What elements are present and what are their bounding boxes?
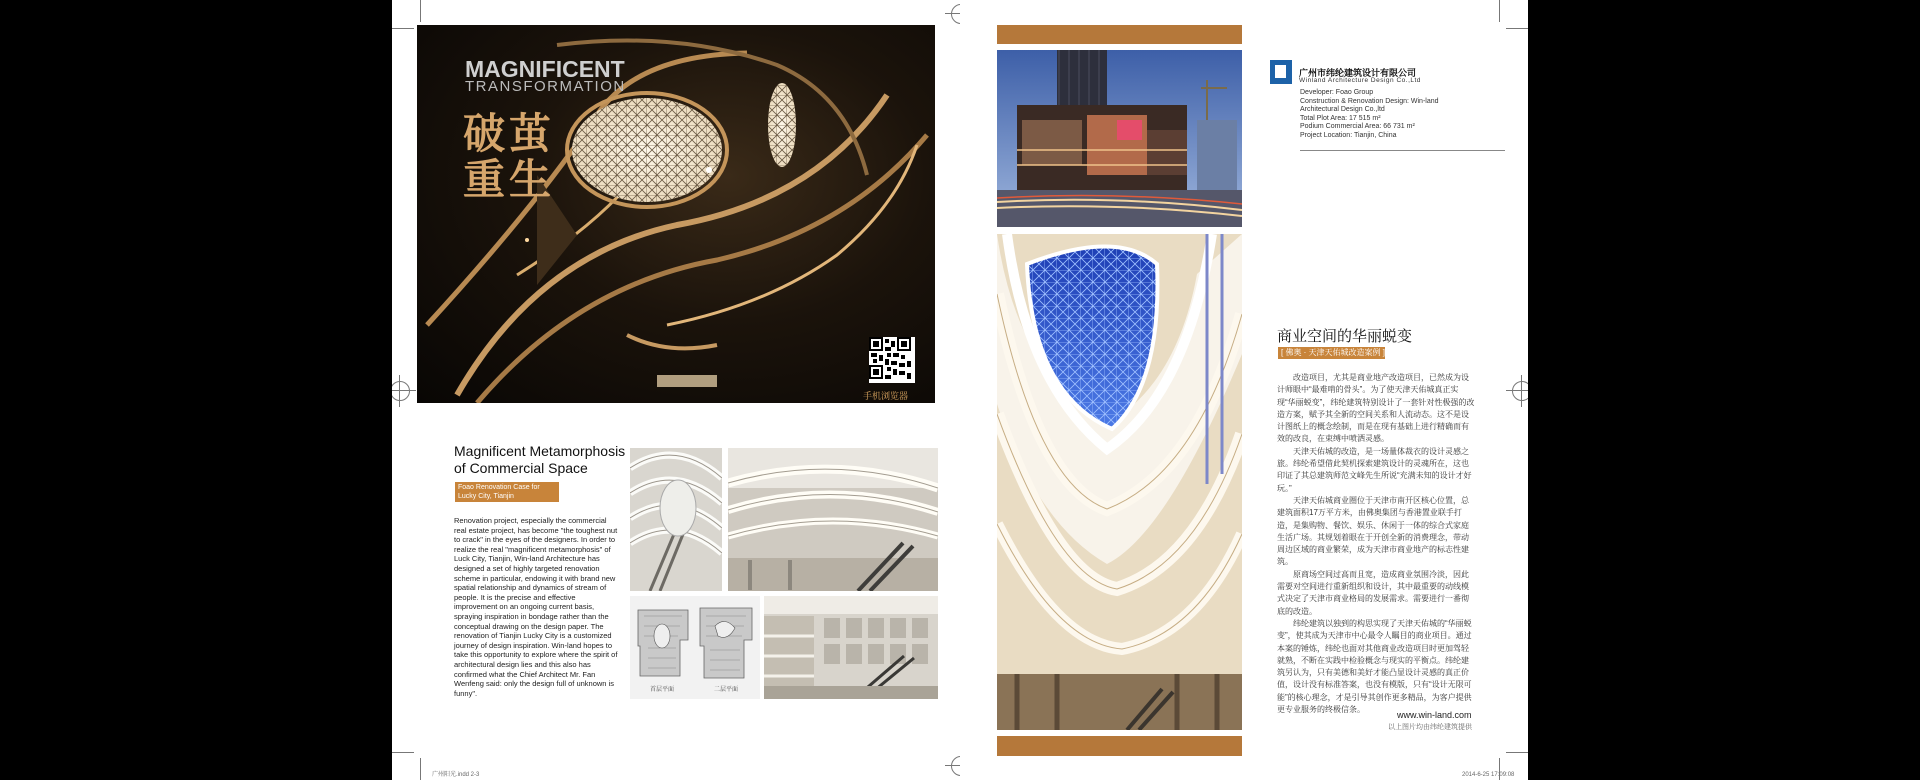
page-footer-right: 2014-6-25 17:09:08 bbox=[1462, 772, 1515, 778]
hero-title-cn-line2: 重生 bbox=[463, 155, 556, 204]
photo-skylight-atrium bbox=[997, 234, 1242, 730]
fact-design: Construction & Renovation Design: Win-land bbox=[1300, 97, 1439, 105]
top-color-bar bbox=[997, 25, 1242, 44]
crop-mark bbox=[420, 758, 421, 780]
fact-podium-area: Podium Commercial Area: 66 731 m² bbox=[1300, 123, 1415, 130]
photo-floor-plans bbox=[630, 596, 760, 699]
hero-title-en-line1: MAGNIFICENT bbox=[465, 56, 625, 82]
article-badge-en bbox=[455, 482, 559, 502]
crop-mark bbox=[420, 0, 421, 22]
plan-label-2: 二层平面 bbox=[714, 687, 739, 693]
badge-line1: Foao Renovation Case for bbox=[458, 484, 540, 491]
fact-location: Project Location: Tianjin, China bbox=[1300, 131, 1397, 139]
crop-mark bbox=[392, 28, 414, 29]
plan-label-1: 首层平面 bbox=[650, 687, 675, 693]
qr-code[interactable] bbox=[869, 337, 915, 383]
registration-mark bbox=[951, 756, 960, 776]
divider bbox=[1300, 150, 1505, 151]
qr-caption: 手机浏览器 bbox=[863, 391, 909, 401]
paragraph: 原商场空间过高而且宽，造成商业氛围冷淡，因此需要对空间进行重新组织和设计，其中最重要的动线模式决定了天津市商业格局的发展需求。需要进行一番彻底的改造。 bbox=[1277, 569, 1469, 616]
registration-mark bbox=[1512, 381, 1528, 401]
hero-title-cn-line1: 破茧 bbox=[463, 109, 556, 158]
crop-mark bbox=[392, 752, 414, 753]
hero-title-en-line2: TRANSFORMATION bbox=[465, 78, 626, 95]
photo-building-exterior bbox=[997, 50, 1242, 227]
page-footer-left: 广州阳光.indd 2-3 bbox=[432, 772, 480, 778]
right-page bbox=[960, 0, 1528, 780]
crop-mark bbox=[1499, 0, 1500, 22]
article-badge-cn: [ 佛奥 · 天津天佑城改造案例 ] bbox=[1278, 347, 1385, 359]
article-title-cn: 商业空间的华丽蜕变 bbox=[1277, 328, 1413, 345]
crop-mark bbox=[1506, 28, 1528, 29]
article-body-en: Renovation project, especially the commercial real estate project, has become "the toughest nut to crack" in the eyes of the designers. In order to realize the real "magnificent metamorphosis" of Luck City, Tianjin, Win-land Architecture has designed a set of highly targeted renovation scheme in particular, endowing it with brand new spatial relationship and dynamics of stream of people. It is the precise and effective improvement on an ongoing current basis, spraying inspiration in bondage rather than the conceptual drawing on the design paper. The renovation of Tianjin Lucky City is a customized journey of design inspiration. Win-land hopes to take this opportunity to explore where the spirit of architectural design lies and this also has confirmed what the Chief Architect Mr. Fan Wenfeng said: only the design full of unknown is funny". bbox=[454, 516, 618, 698]
photo-escalator-atrium bbox=[630, 448, 722, 591]
registration-mark bbox=[951, 4, 960, 24]
article-body-cn bbox=[1277, 372, 1475, 716]
crop-mark bbox=[1506, 752, 1528, 753]
company-name-cn: 广州市纬纶建筑设计有限公司 bbox=[1299, 68, 1417, 78]
left-page bbox=[392, 0, 960, 780]
qr-code-icon bbox=[869, 337, 911, 379]
paragraph: 纬纶建筑以独到的构思实现了天津天佑城的“华丽蜕变”，使其成为天津市中心最令人瞩目的商业项目。通过本案的锤炼，纬纶也面对其他商业改造项目时更加驾轻就熟，不断在实践中检验概念与现实的平衡点。纬纶建筑另认为，只有美德和美好才能凸显设计灵感的真正价值，设计没有标准答案，也没有模版，只有“设计无限可能”的核心理念，才是引导其创作更多精品，为客户提供更专业服务的终极信条。 bbox=[1277, 618, 1472, 715]
registration-mark bbox=[392, 381, 410, 401]
photo-grid-wall-atrium bbox=[764, 596, 938, 699]
company-name-en: Winland Architecture Design Co.,Ltd bbox=[1299, 77, 1421, 84]
badge-line2: Lucky City, Tianjin bbox=[458, 493, 514, 500]
fact-developer: Developer: Foao Group bbox=[1300, 89, 1374, 96]
project-facts bbox=[1300, 89, 1490, 140]
article-title-en: Magnificent Metamorphosis of Commercial Space bbox=[454, 443, 626, 476]
paragraph: 改造项目，尤其是商业地产改造项目，已然成为设计师眼中“最难啃的骨头”。为了使天津天佑城真正实现“华丽蜕变”，纬纶建筑特别设计了一套针对性极强的改造方案，赋予其全新的空间关系和人流动态。这不是设计图纸上的概念绘制，而是在现有基础上进行精确而有效的改良，在束缚中喷洒灵感。 bbox=[1277, 373, 1475, 444]
fact-design-cont: Architectural Design Co.,ltd bbox=[1300, 106, 1385, 113]
hero-photo bbox=[417, 25, 935, 403]
fact-plot-area: Total Plot Area: 17 515 m² bbox=[1300, 114, 1381, 122]
company-logo-icon bbox=[1270, 60, 1292, 84]
paragraph: 天津天佑城商业圈位于天津市南开区核心位置，总建筑面积17万平方米，由佛奥集团与香港置业联手打造，是集购物、餐饮、娱乐、休闲于一体的综合式家庭生活广场。其规划着眼在于开创全新的消费理念，带动周边区域的商业繁荣，成为天津市商业地产的标志性建筑。 bbox=[1277, 495, 1469, 567]
paragraph: 天津天佑城的改造，是一场量体裁衣的设计灵感之旅。纬纶希望借此契机探索建筑设计的灵魂所在，这也印证了其总建筑师范文峰先生所说“充满未知的设计才好玩。” bbox=[1277, 446, 1472, 493]
photo-white-atrium bbox=[728, 448, 938, 591]
bottom-color-bar bbox=[997, 736, 1242, 756]
website-link[interactable]: www.win-land.com bbox=[1397, 710, 1472, 720]
photo-credit: 以上图片均由纬纶建筑提供 bbox=[1388, 724, 1472, 731]
